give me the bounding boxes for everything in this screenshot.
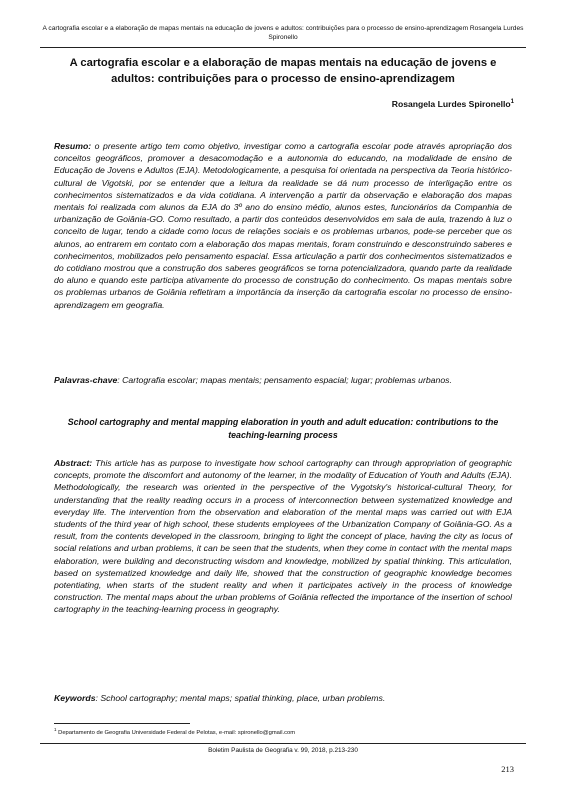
palavras-chave-label: Palavras-chave (54, 375, 118, 385)
author-name: Rosangela Lurdes Spironello (391, 99, 511, 109)
footnote-text: Departamento de Geografia Universidade Federal de Pelotas, e-mail: spironello@gmail.com (56, 729, 296, 736)
english-title: School cartography and mental mapping elaboration in youth and adult education: contributions to the teaching-learning process (67, 417, 499, 440)
keywords-text: : School cartography; mental maps; spatial thinking, place, urban problems. (95, 693, 386, 703)
palavras-chave-text: : Cartografia escolar; mapas mentais; pensamento espacial; lugar; problemas urbanos. (117, 375, 452, 385)
abstract-text: This article has as purpose to investigate how school cartography can through appropriation of geographic concepts, promote the discomfort and autonomy of the learner, in the modality of Education of Youth and Adults (EJA). Methodologically, the research was oriented in the perspective of the Vygotsky's historical-cultural Theory, for understanding that the reality reading occurs in a process of interconnection between systematized knowledge and everyday life. The intervention from the observation and elaboration of the mental maps was carried out with EJA students of the third year of high school, these students employees of the Urbanization Company of Goiânia-GO. As a result, from the contents developed in the classroom, bringing to light the concept of place, having the city as locus of social relations and urban problems, it can be seen that the students, when they come in contact with the mental maps elaboration, were building and deconstructing wisdom and knowledge, mobilized by spatial thinking. This articulation, based on systematized knowledge and daily life, showed that the construction of geographic knowledge becomes potentiating, when starts of the student reality and when it participates actively in the process of knowledge construction. The mental maps about the urban problems of Goiânia reflected the importance of the insertion of school cartography in the teaching-learning process in geography. (54, 458, 512, 615)
resumo-label: Resumo: (54, 141, 92, 151)
page-number: 213 (501, 764, 514, 774)
footer-divider (40, 743, 526, 744)
keywords-label: Keywords (54, 693, 96, 703)
author-footnote-mark: 1 (510, 99, 514, 106)
running-head: A cartografia escolar e a elaboração de mapas mentais na educação de jovens e adultos: contribuições para o processo de ensino-aprendizagem Rosangela Lurdes Spironello (42, 25, 524, 41)
resumo-paragraph (54, 140, 512, 311)
keywords-paragraph (54, 692, 512, 704)
abstract-label: Abstract: (54, 458, 93, 468)
footnote-mark: 1 (54, 727, 57, 732)
article-title: A cartografia escolar e a elaboração de mapas mentais na educação de jovens e adultos: contribuições para o processo de ensino-aprendizagem (69, 57, 497, 85)
abstract-paragraph (54, 457, 512, 616)
journal-footer: Boletim Paulista de Geografia v. 99, 2018, p.213-230 (208, 747, 358, 754)
footnote (54, 727, 295, 736)
palavras-chave-paragraph (54, 374, 512, 386)
header-divider (40, 47, 526, 48)
resumo-text: o presente artigo tem como objetivo, investigar como a cartografia escolar pode através apropriação dos conceitos geográficos, promover a desacomodação e a autonomia do educando, na modalidade de ensino de Educação de Jovens e Adultos (EJA). Metodologicamente, a pesquisa foi orientada na perspectiva da Teoria histórico-cultural de Vigotski, por se entender que a leitura da realidade se dá num processo de interligação entre os conhecimentos sistematizados e da vida cotidiana. A intervenção a partir da observação e elaboração dos mapas mentais foi realizada com alunos da EJA do 3º ano do ensino médio, alunos estes, funcionários da Companhia de urbanização de Goiânia-GO. Como resultado, a partir dos conteúdos desenvolvidos em sala de aula, trazendo à luz o conceito de lugar, tendo a cidade como locus de relações sociais e os problemas urbanos, pode-se perceber que os alunos, ao entrarem em contato com a elaboração dos mapas mentais, foram construindo e desconstruindo saberes e conhecimentos, mobilizados pelo pensamento espacial. Essa articulação a partir dos conhecimentos sistematizados e do cotidiano mostrou que a construção dos saberes geográficos se torna potencializadora, quando parte da realidade do aluno e quando este participa ativamente do processo de construção do conhecimento. Os mapas mentais sobre os problemas urbanos de Goiânia refletiram a importância da inserção da cartografia escolar no processo de ensino-aprendizagem em geografia. (54, 141, 512, 310)
author-line (392, 99, 514, 109)
footnote-divider (54, 723, 190, 724)
